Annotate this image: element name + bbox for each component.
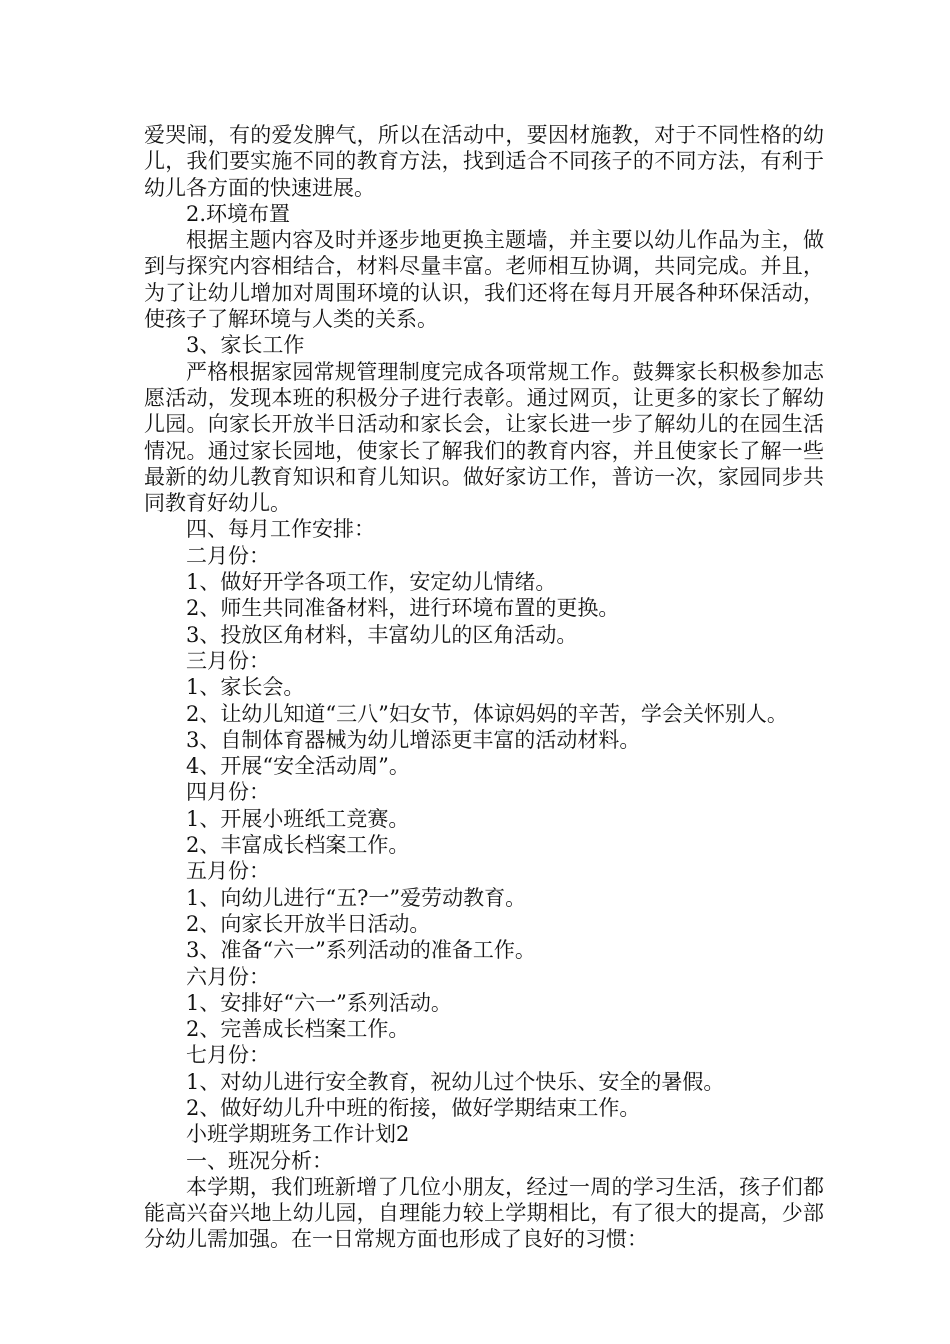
month-heading-feb: 二月份：: [186, 543, 270, 568]
list-item: 3、自制体育器械为幼儿增添更丰富的活动材料。: [186, 727, 641, 752]
list-item: 1、开展小班纸工竞赛。: [186, 806, 410, 831]
document-body: [144, 122, 824, 1253]
list-item: 1、安排好“六一”系列活动。: [186, 990, 452, 1015]
month-heading-jun: 六月份：: [186, 964, 270, 989]
list-item: 3、准备“六一”系列活动的准备工作。: [186, 938, 536, 963]
section-heading-parents: 3、家长工作: [186, 333, 305, 358]
list-item: 1、做好开学各项工作，安定幼儿情绪。: [186, 570, 557, 595]
paragraph-parents: 严格根据家园常规管理制度完成各项常规工作。鼓舞家长积极参加志愿活动，发现本班的积极分子进行表彰。通过网页，让更多的家长了解幼儿园。向家长开放半日活动和家长会，让家长进一步了解幼儿的在园生活情况。通过家长园地，使家长了解我们的教育内容，并且使家长了解一些最新的幼儿教育知识和育儿知识。做好家访工作，普访一次，家园同步共同教育好幼儿。: [144, 359, 824, 516]
paragraph-analysis: 本学期，我们班新增了几位小朋友，经过一周的学习生活，孩子们都能高兴奋兴地上幼儿园，自理能力较上学期相比，有了很大的提高，少部分幼儿需加强。在一日常规方面也形成了良好的习惯：: [144, 1174, 824, 1252]
list-item: 2、让幼儿知道“三八”妇女节，体谅妈妈的辛苦，学会关怀别人。: [186, 701, 788, 726]
document-subtitle: 小班学期班务工作计划2: [186, 1122, 410, 1147]
list-item: 1、向幼儿进行“五?一”爱劳动教育。: [186, 885, 527, 910]
list-item: 2、做好幼儿升中班的衔接，做好学期结束工作。: [186, 1095, 641, 1120]
list-item: 3、投放区角材料，丰富幼儿的区角活动。: [186, 622, 578, 647]
section-heading-analysis: 一、班况分析：: [186, 1148, 333, 1173]
list-item: 2、完善成长档案工作。: [186, 1017, 410, 1042]
list-item: 2、师生共同准备材料，进行环境布置的更换。: [186, 596, 620, 621]
list-item: 1、家长会。: [186, 675, 305, 700]
month-heading-mar: 三月份：: [186, 648, 270, 673]
month-heading-apr: 四月份：: [186, 780, 270, 805]
list-item: 1、对幼儿进行安全教育，祝幼儿过个快乐、安全的暑假。: [186, 1069, 725, 1094]
section-heading-monthly: 四、每月工作安排：: [186, 517, 375, 542]
list-item: 2、丰富成长档案工作。: [186, 833, 410, 858]
month-heading-may: 五月份：: [186, 859, 270, 884]
month-heading-jul: 七月份：: [186, 1043, 270, 1068]
paragraph-environment: 根据主题内容及时并逐步地更换主题墙，并主要以幼儿作品为主，做到与探究内容相结合，材料尽量丰富。老师相互协调，共同完成。并且，为了让幼儿增加对周围环境的认识，我们还将在每月开展各种环保活动，使孩子了解环境与人类的关系。: [144, 228, 824, 332]
section-heading-environment: 2.环境布置: [186, 201, 291, 226]
list-item: 4、开展“安全活动周”。: [186, 754, 410, 779]
list-item: 2、向家长开放半日活动。: [186, 911, 431, 936]
paragraph-continuation: 爱哭闹，有的爱发脾气，所以在活动中，要因材施教，对于不同性格的幼儿，我们要实施不同的教育方法，找到适合不同孩子的不同方法，有利于幼儿各方面的快速进展。: [144, 123, 824, 200]
